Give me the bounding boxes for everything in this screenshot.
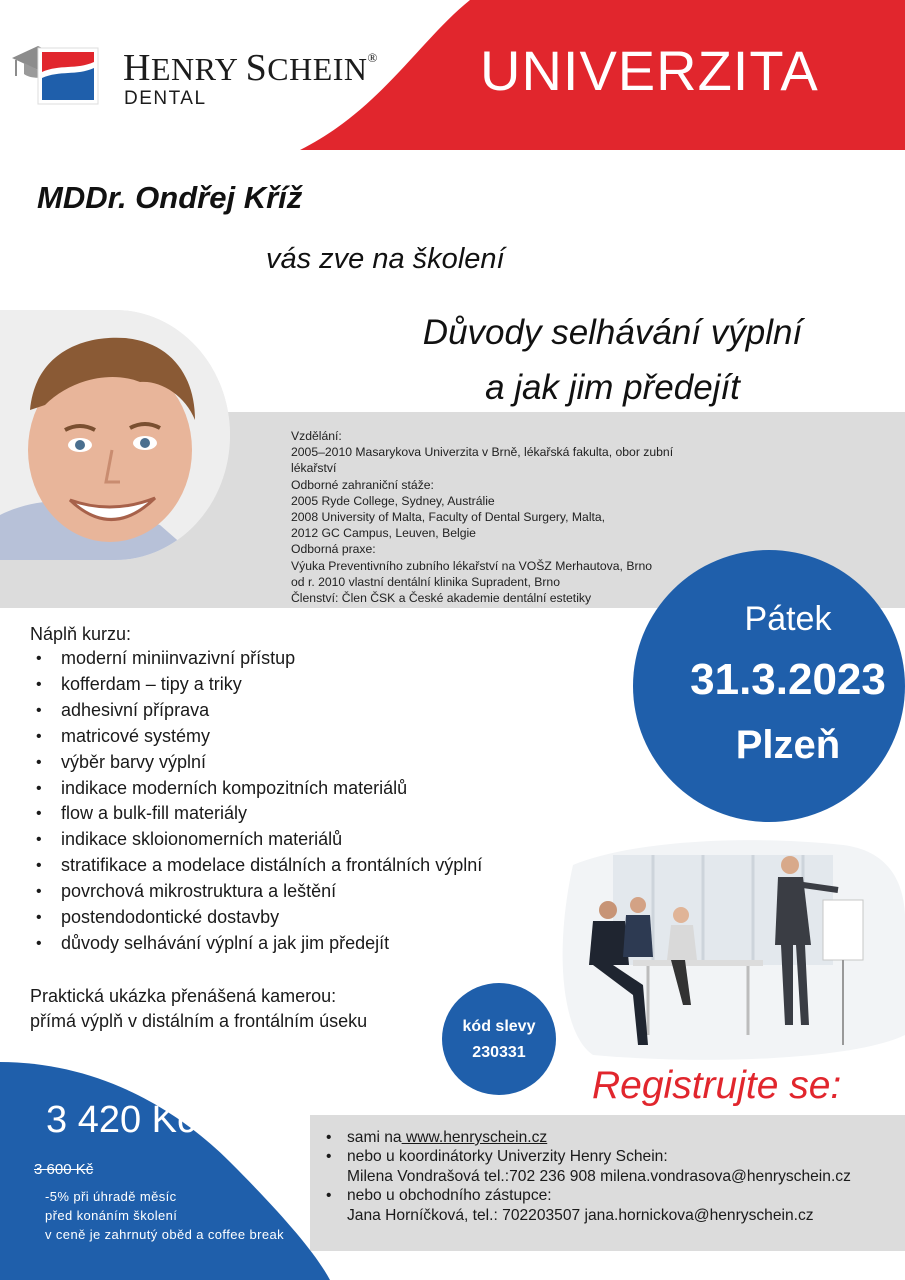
price-note bbox=[45, 1187, 284, 1244]
event-date: 31.3.2023 bbox=[690, 655, 886, 704]
brand-name-enry: ENRY bbox=[150, 51, 238, 87]
price-note-line3: v ceně je zahrnutý oběd a coffee break bbox=[45, 1227, 284, 1242]
practical-line1: Praktická ukázka přenášená kamerou: bbox=[30, 986, 337, 1006]
course-title-line2: a jak jim předejít bbox=[485, 368, 740, 407]
price-current: 3 420 Kč bbox=[46, 1099, 196, 1141]
brand-subname: DENTAL bbox=[124, 88, 207, 109]
program-title: UNIVERZITA bbox=[480, 39, 819, 102]
list-item: • stratifikace a modelace distálních a frontálních výplní bbox=[36, 853, 482, 879]
discount-label: kód slevy bbox=[462, 1018, 536, 1035]
list-item: • postendodontické dostavby bbox=[36, 905, 482, 931]
price-note-line1: -5% při úhradě měsíc bbox=[45, 1189, 177, 1204]
list-item: • flow a bulk-fill materiály bbox=[36, 801, 482, 827]
brand-name bbox=[123, 46, 378, 90]
lecturer-name: MDDr. Ondřej Kříž bbox=[37, 180, 303, 215]
list-item: • indikace skloionomerních materiálů bbox=[36, 827, 482, 853]
cv-line: Vzdělání: bbox=[291, 429, 342, 443]
cv-text bbox=[291, 428, 751, 606]
list-item: • povrchová mikrostruktura a leštění bbox=[36, 879, 482, 905]
cv-line: 2005 Ryde College, Sydney, Austrálie bbox=[291, 493, 495, 508]
practical-line2: přímá výplň v distálním a frontálním úseku bbox=[30, 1011, 368, 1031]
course-title-line1: Důvody selhávání výplní bbox=[422, 313, 803, 352]
cv-line: 2008 University of Malta, Faculty of Dental Surgery, Malta, bbox=[291, 510, 606, 525]
invite-text: vás zve na školení bbox=[266, 243, 505, 275]
list-item: • adhesivní příprava bbox=[36, 698, 482, 724]
brand-name-h: H bbox=[123, 47, 151, 89]
list-item bbox=[326, 1128, 896, 1147]
event-day: Pátek bbox=[744, 600, 832, 638]
cv-line: 2005–2010 Masarykova Univerzita v Brně, lékařská fakulta, obor zubní bbox=[291, 445, 674, 460]
course-title bbox=[340, 305, 885, 415]
list-item: • indikace moderních kompozitních materiálů bbox=[36, 776, 482, 802]
discount-circle bbox=[442, 983, 556, 1095]
price-note-line2: před konáním školení bbox=[45, 1208, 178, 1223]
register-title: Registrujte se: bbox=[592, 1064, 842, 1107]
price-old: 3 600 Kč bbox=[34, 1161, 94, 1178]
registration-list bbox=[326, 1128, 896, 1225]
cv-line: Členství: Člen ČSK a České akademie dentální estetiky bbox=[291, 591, 592, 606]
registered-mark: ® bbox=[367, 50, 378, 65]
coordinator-contact: Milena Vondrašová tel.:702 236 908 milena.vondrasova@henryschein.cz bbox=[347, 1167, 851, 1185]
brand-name-s: S bbox=[245, 47, 268, 89]
brand-name-chein: CHEIN bbox=[267, 51, 368, 87]
portrait-icon bbox=[0, 310, 230, 560]
content-heading: Náplň kurzu: bbox=[30, 624, 132, 644]
reg-self-text: sami na bbox=[347, 1129, 402, 1146]
list-item: • matricové systémy bbox=[36, 724, 482, 750]
cv-line: Výuka Preventivního zubního lékařství na VOŠZ Merhautova, Brno bbox=[291, 558, 653, 573]
meeting-photo-icon bbox=[553, 835, 905, 1065]
cv-line: 2012 GC Campus, Leuven, Belgie bbox=[291, 526, 476, 541]
cv-line: Odborná praxe: bbox=[291, 542, 376, 557]
list-item: • důvody selhávání výplní a jak jim předejít bbox=[36, 931, 482, 957]
cv-line: Odborné zahraniční stáže: bbox=[291, 477, 434, 492]
practical-demo bbox=[30, 984, 367, 1034]
list-item: • výběr barvy výplní bbox=[36, 750, 482, 776]
sales-rep-contact: Jana Horníčková, tel.: 702203507 jana.hornickova@henryschein.cz bbox=[347, 1206, 814, 1224]
list-item: • nebo u koordinátorky Univerzity Henry Schein: bbox=[326, 1147, 896, 1166]
henry-schein-logo-icon bbox=[10, 22, 110, 108]
list-item: • kofferdam – tipy a triky bbox=[36, 672, 482, 698]
list-item: • nebo u obchodního zástupce: bbox=[326, 1186, 896, 1205]
cv-line: lékařství bbox=[291, 461, 337, 476]
discount-code: 230331 bbox=[472, 1044, 526, 1061]
content-list bbox=[36, 646, 482, 957]
list-item: • moderní miniinvazivní přístup bbox=[36, 646, 482, 672]
cv-line: od r. 2010 vlastní dentální klinika Supradent, Brno bbox=[291, 574, 560, 589]
lecturer-photo bbox=[0, 310, 230, 560]
event-city: Plzeň bbox=[735, 723, 841, 767]
website-link[interactable]: www.henryschein.cz bbox=[401, 1129, 548, 1146]
